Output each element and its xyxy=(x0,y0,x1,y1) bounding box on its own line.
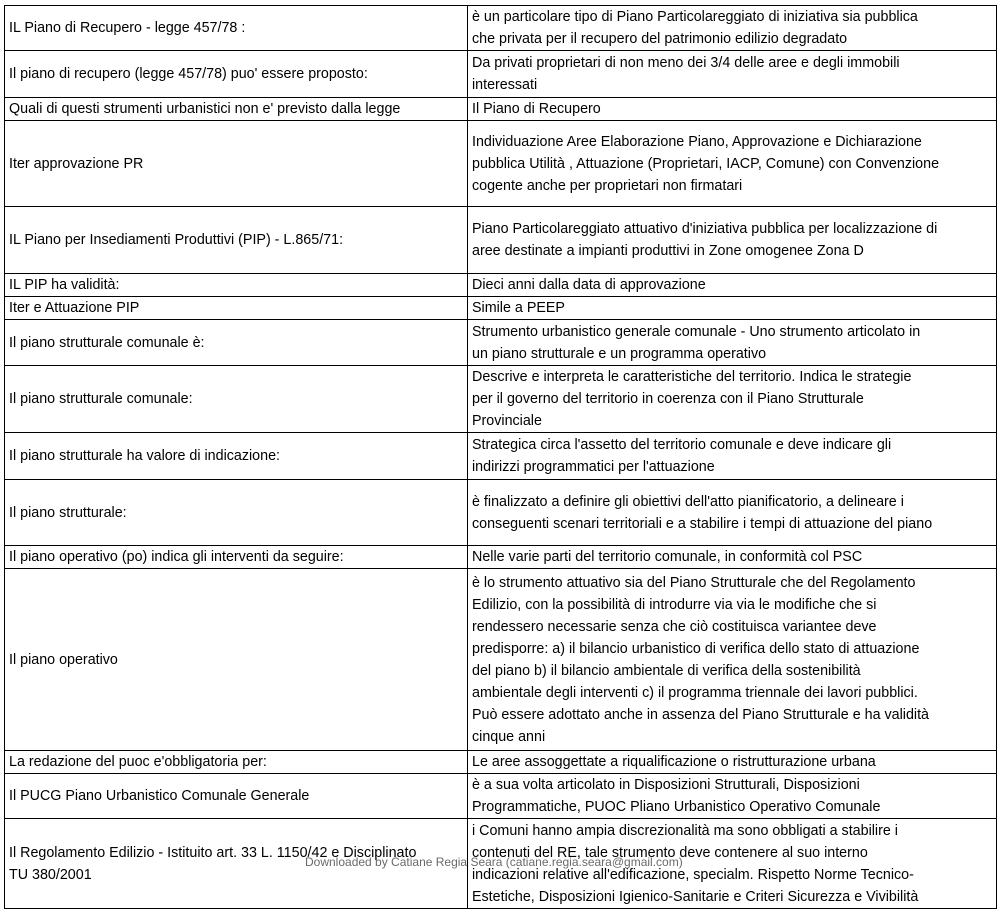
answer-cell: Le aree assoggettate a riqualificazione o ristrutturazione urbana xyxy=(468,751,997,774)
question-cell: Il piano operativo (po) indica gli interventi da seguire: xyxy=(5,546,468,569)
spreadsheet xyxy=(4,5,997,909)
question-cell: Il piano operativo xyxy=(5,569,468,751)
table-row xyxy=(5,569,997,751)
qa-table xyxy=(4,5,997,909)
answer-cell: Dieci anni dalla data di approvazione xyxy=(468,274,997,297)
answer-cell: è finalizzato a definire gli obiettivi dell'atto pianificatorio, a delineare i conseguenti scenari territoriali e a stabilire i tempi di attuazione del piano xyxy=(468,480,997,546)
table-row xyxy=(5,207,997,274)
answer-cell: Piano Particolareggiato attuativo d'iniziativa pubblica per localizzazione di aree destinate a impianti produttivi in Zone omogenee Zona D xyxy=(468,207,997,274)
table-row xyxy=(5,51,997,98)
answer-cell: Il Piano di Recupero xyxy=(468,98,997,121)
question-cell: Il piano strutturale: xyxy=(5,480,468,546)
table-row xyxy=(5,320,997,366)
table-row xyxy=(5,274,997,297)
answer-cell: è lo strumento attuativo sia del Piano Strutturale che del Regolamento Edilizio, con la possibilità di introdurre via via le modifiche che si rendessero necessarie senza che ciò costituisca variantee deve predisporre: a) il bilancio urbanistico di verifica dello stato di attuazione del piano b) il bilancio ambientale di verifica della sostenibilità ambientale degli interventi c) il programma triennale dei lavori pubblici. Può essere adottato anche in assenza del Piano Strutturale e ha validità cinque anni xyxy=(468,569,997,751)
table-row xyxy=(5,546,997,569)
question-cell: Iter approvazione PR xyxy=(5,121,468,207)
answer-cell: Strumento urbanistico generale comunale - Uno strumento articolato in un piano strutturale e un programma operativo xyxy=(468,320,997,366)
answer-cell: Nelle varie parti del territorio comunale, in conformità col PSC xyxy=(468,546,997,569)
question-cell: Iter e Attuazione PIP xyxy=(5,297,468,320)
answer-cell: i Comuni hanno ampia discrezionalità ma sono obbligati a stabilire i contenuti del RE, tale strumento deve contenere al suo interno indicazioni relative all'edificazione, specialm. Rispetto Norme Tecnico- Estetiche, Disposizioni Igienico-Sanitarie e Criteri Sicurezza e Vivibilità xyxy=(468,819,997,909)
question-cell: Il piano strutturale comunale: xyxy=(5,366,468,433)
question-cell: IL Piano di Recupero - legge 457/78 : xyxy=(5,6,468,51)
question-cell: IL Piano per Insediamenti Produttivi (PIP) - L.865/71: xyxy=(5,207,468,274)
answer-cell: Descrive e interpreta le caratteristiche del territorio. Indica le strategie per il governo del territorio in coerenza con il Piano Strutturale Provinciale xyxy=(468,366,997,433)
table-row xyxy=(5,121,997,207)
answer-cell: è un particolare tipo di Piano Particolareggiato di iniziativa sia pubblica che privata per il recupero del patrimonio edilizio degradato xyxy=(468,6,997,51)
table-row xyxy=(5,480,997,546)
download-watermark: Downloaded by Catiane Regia Seara (catiane.regia.seara@gmail.com) xyxy=(305,855,683,869)
table-row xyxy=(5,774,997,819)
answer-cell: Simile a PEEP xyxy=(468,297,997,320)
table-row xyxy=(5,366,997,433)
table-row xyxy=(5,297,997,320)
answer-cell: Strategica circa l'assetto del territorio comunale e deve indicare gli indirizzi programmatici per l'attuazione xyxy=(468,433,997,480)
table-row xyxy=(5,751,997,774)
question-cell: IL PIP ha validità: xyxy=(5,274,468,297)
answer-cell: Individuazione Aree Elaborazione Piano, Approvazione e Dichiarazione pubblica Utilità , Attuazione (Proprietari, IACP, Comune) con Convenzione cogente anche per proprietari non firmatari xyxy=(468,121,997,207)
question-cell: Il piano strutturale comunale è: xyxy=(5,320,468,366)
question-cell: Il piano strutturale ha valore di indicazione: xyxy=(5,433,468,480)
question-cell: Il piano di recupero (legge 457/78) puo' essere proposto: xyxy=(5,51,468,98)
answer-cell: Da privati proprietari di non meno dei 3/4 delle aree e degli immobili interessati xyxy=(468,51,997,98)
question-cell: Il Regolamento Edilizio - Istituito art. 33 L. 1150/42 e Disciplinato TU 380/2001 xyxy=(5,819,468,909)
table-row xyxy=(5,433,997,480)
question-cell: Il PUCG Piano Urbanistico Comunale Generale xyxy=(5,774,468,819)
question-cell: Quali di questi strumenti urbanistici non e' previsto dalla legge xyxy=(5,98,468,121)
question-cell: La redazione del puoc e'obbligatoria per: xyxy=(5,751,468,774)
answer-cell: è a sua volta articolato in Disposizioni Strutturali, Disposizioni Programmatiche, PUOC Pliano Urbanistico Operativo Comunale xyxy=(468,774,997,819)
table-row xyxy=(5,98,997,121)
table-row xyxy=(5,6,997,51)
